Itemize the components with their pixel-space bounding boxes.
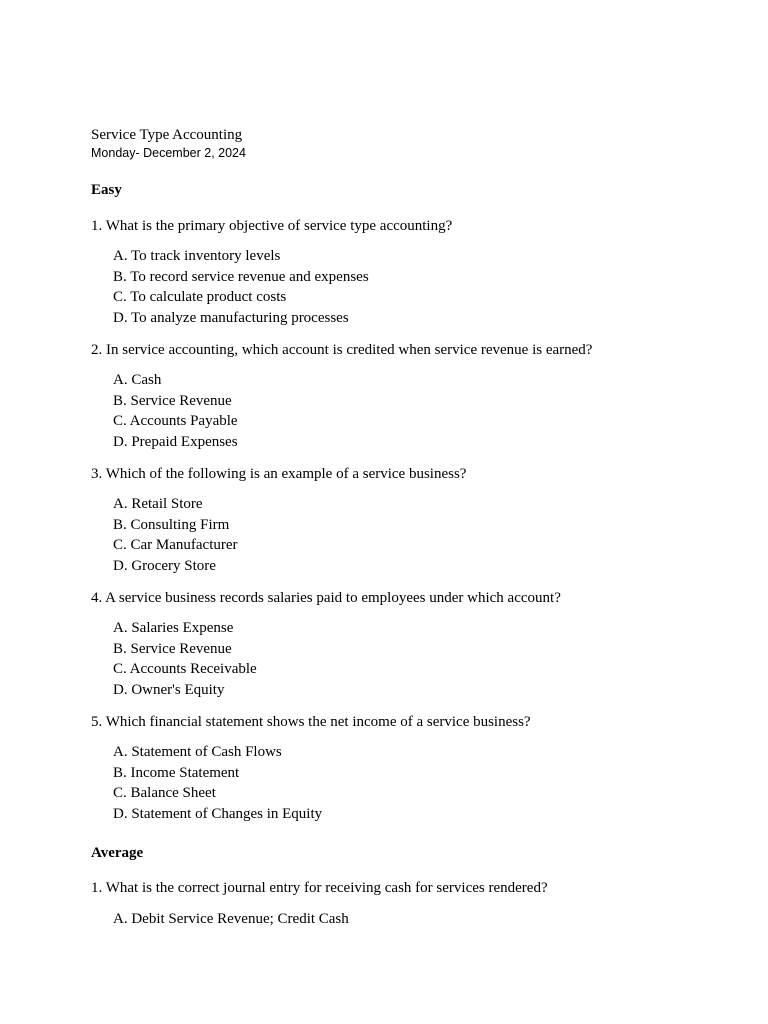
option-item: B. To record service revenue and expenses	[113, 268, 369, 285]
question-average-1: 1. What is the correct journal entry for receiving cash for services rendered?	[91, 880, 548, 896]
section-heading-easy: Easy	[91, 182, 122, 198]
option-item: C. Balance Sheet	[113, 785, 216, 801]
option-item: B. Service Revenue	[113, 392, 232, 409]
option-item: D. Prepaid Expenses	[113, 433, 238, 450]
option-item: B. Income Statement	[113, 764, 240, 781]
option-item: C. Accounts Payable	[113, 413, 238, 429]
option-item: A. Statement of Cash Flows	[113, 744, 282, 760]
option-item: B. Service Revenue	[113, 640, 232, 657]
options-easy-1	[91, 246, 711, 328]
document-title: Service Type Accounting	[91, 127, 243, 143]
options-easy-2	[91, 370, 711, 452]
document-page	[91, 126, 711, 930]
options-easy-3	[91, 494, 711, 576]
document-date: Monday- December 2, 2024	[91, 146, 246, 160]
option-item: D. Statement of Changes in Equity	[113, 805, 323, 822]
option-item: A. Retail Store	[113, 496, 203, 512]
option-item: A. To track inventory levels	[113, 248, 281, 264]
option-item: D. Owner's Equity	[113, 681, 225, 698]
question-easy-3: 3. Which of the following is an example of a service business?	[91, 466, 467, 482]
option-item: D. Grocery Store	[113, 557, 216, 574]
option-item: A. Salaries Expense	[113, 620, 234, 636]
option-item: C. Car Manufacturer	[113, 537, 238, 553]
question-easy-1: 1. What is the primary objective of service type accounting?	[91, 218, 453, 234]
option-item: C. Accounts Receivable	[113, 661, 257, 677]
option-item: C. To calculate product costs	[113, 289, 287, 305]
options-easy-4	[91, 618, 711, 700]
options-average-1	[91, 909, 711, 930]
question-easy-2: 2. In service accounting, which account is credited when service revenue is earned?	[91, 342, 593, 358]
option-item: A. Debit Service Revenue; Credit Cash	[113, 911, 349, 927]
question-easy-4: 4. A service business records salaries paid to employees under which account?	[91, 590, 561, 606]
question-easy-5: 5. Which financial statement shows the net income of a service business?	[91, 714, 531, 730]
option-item: B. Consulting Firm	[113, 516, 230, 533]
options-easy-5	[91, 742, 711, 824]
option-item: A. Cash	[113, 372, 162, 388]
section-heading-average: Average	[91, 845, 144, 861]
option-item: D. To analyze manufacturing processes	[113, 309, 349, 326]
